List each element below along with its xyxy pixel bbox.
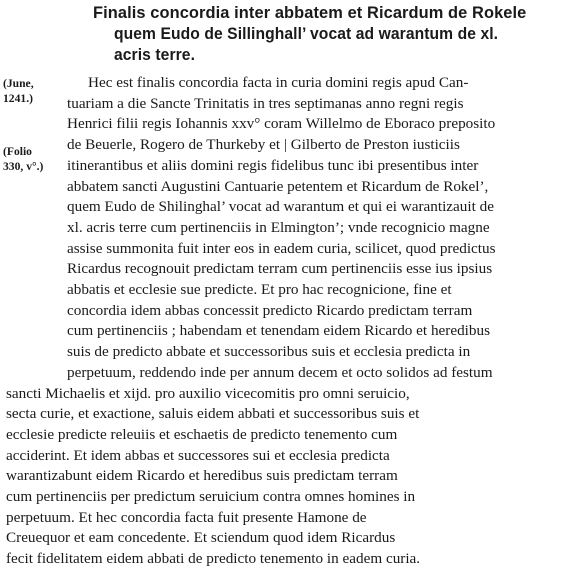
folio-margin-note [3,144,63,174]
body-line: fecit fidelitatem eidem abbati de predicto tenemento in eadem curia. [6,550,421,568]
margin-note-line: 1241.) [3,92,33,105]
margin-note-line: 330, v°.) [3,160,44,173]
margin-note-line: (Folio [3,145,32,158]
body-line: Henrici filii regis Iohannis xxv° coram Willelmo de Eboraco preposito [67,115,496,133]
body-line: cum pertinenciis ; habendam et tenendam eidem Ricardo et heredibus [67,322,490,340]
heading-line: acris terre. [113,46,196,64]
body-line: Creuequor et eam concedente. Et sciendum quod idem Ricardus [6,529,396,547]
margin-note-line: (June, [3,77,34,90]
body-line: de Beuerle, Rogero de Thurkeby et | Gilberto de Preston iusticiis [67,136,460,154]
charter-heading [93,3,563,66]
body-line: perpetuum. Et hec concordia facta fuit presente Hamone de [6,508,367,526]
body-line: assise summonita fuit inter eos in eadem curia, scilicet, quod predictus [67,239,496,257]
body-line: sancti Michaelis et xijd. pro auxilio vicecomitis pro omni seruicio, [6,384,410,402]
body-line: quem Eudo de Shilinghal’ vocat ad warantum et qui ei warantizauit de [67,198,494,216]
body-line: concordia idem abbas concessit predicto Ricardo predictam terram [67,301,473,319]
body-line: Ricardus recognouit predictam terram cum pertinenciis esse ius ipsius [67,260,493,278]
body-line: Hec est finalis concordia facta in curia domini regis apud Can- [88,74,469,91]
body-line: perpetuum, reddendo inde per annum decem et octo solidos ad festum [67,363,493,381]
body-line: abbatem sancti Augustini Cantuarie petentem et Ricardum de Rokel’, [67,177,489,195]
heading-line: quem Eudo de Sillinghall’ vocat ad warantum de xl. [113,25,499,43]
body-line: abbatis et ecclesie sue predicte. Et pro hac recognicione, fine et [67,281,452,298]
heading-line: Finalis concordia inter abbatem et Ricardum de Rokele [93,4,527,22]
body-line: tuariam a die Sancte Trinitatis in tres septimanas anno regni regis [67,94,464,112]
body-line: acciderint. Et idem abbas et successores sui et ecclesia predicta [6,446,390,464]
body-line: cum pertinenciis per predictum seruicium contra omnes homines in [6,488,416,505]
body-line: suis de predicto abbate et successoribus suis et ecclesia predicta in [67,343,471,361]
date-margin-note [3,76,63,106]
body-line: xl. acris terre cum pertinenciis in Elmington’; vnde recognicio magne [67,218,490,236]
body-line: secta curie, et exactione, saluis eidem abbati et successoribus suis et [6,405,420,423]
body-line: ecclesie predicte releuiis et eschaetis de predicto tenemento cum [6,425,398,443]
body-line: itinerantibus et aliis domini regis fidelibus tunc ibi presentibus inter [67,156,479,174]
body-line: warantizabunt eidem Ricardo et heredibus suis predictam terram [6,467,398,485]
